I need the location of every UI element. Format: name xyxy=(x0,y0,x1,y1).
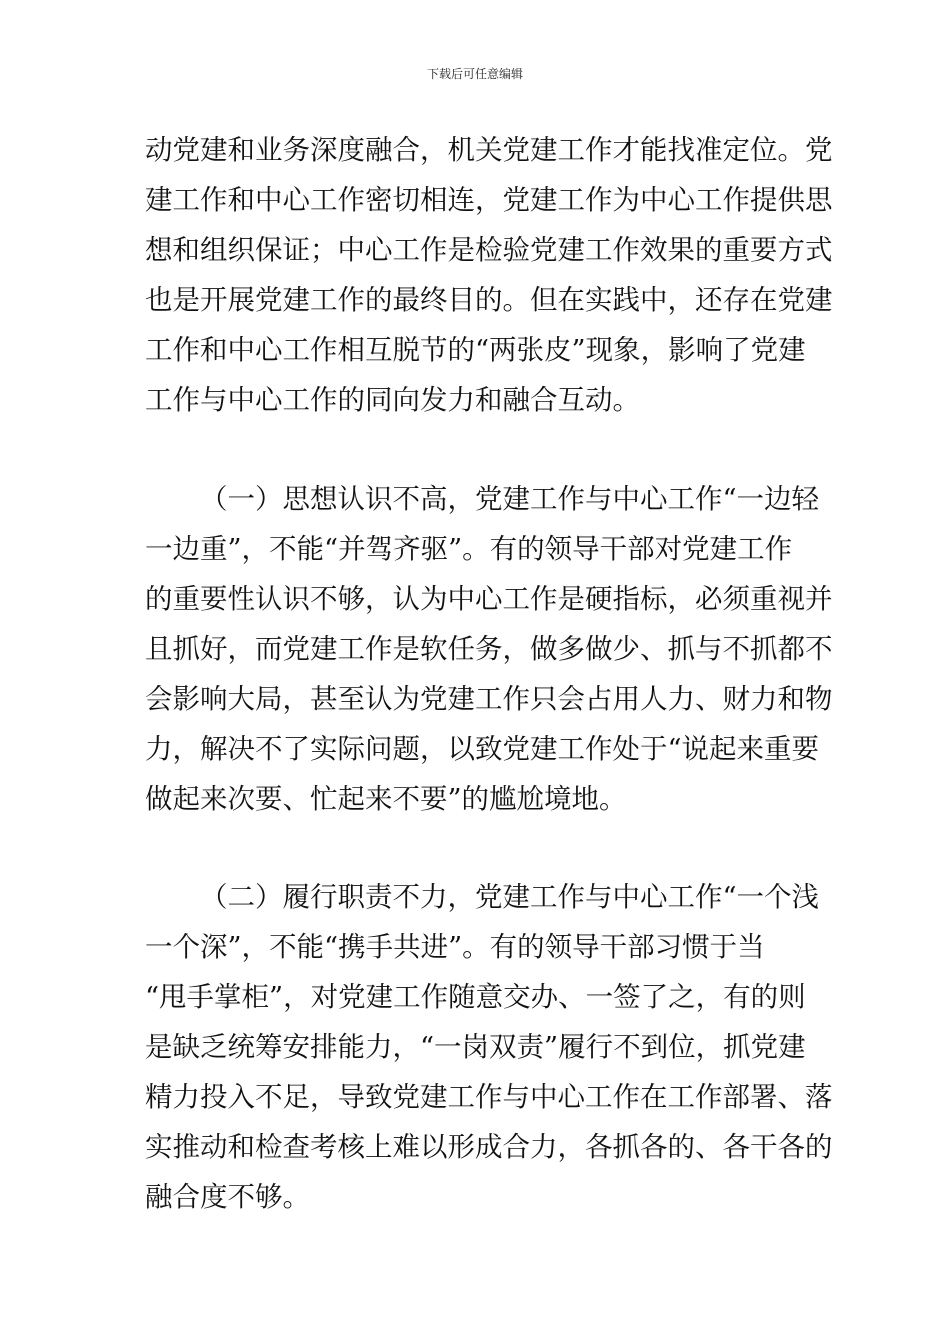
text-line: 一个深”，不能“携手共进”。有的领导干部习惯于当 xyxy=(145,931,765,963)
text-line: 想和组织保证；中心工作是检验党建工作效果的重要方式 xyxy=(145,234,833,266)
text-line: 的重要性认识不够，认为中心工作是硬指标，必须重视并 xyxy=(145,583,833,615)
text-line: 做起来次要、忙起来不要”的尴尬境地。 xyxy=(145,783,627,815)
page-header: 下载后可任意编辑 xyxy=(426,67,523,81)
text-line: “甩手掌柜”，对党建工作随意交办、一签了之，有的则 xyxy=(145,981,806,1013)
text-line: 是缺乏统筹安排能力，“一岗双责”履行不到位，抓党建 xyxy=(145,1031,806,1063)
text-line: （二）履行职责不力，党建工作与中心工作“一个浅 xyxy=(200,881,820,913)
text-line: 会影响大局，甚至认为党建工作只会占用人力、财力和物 xyxy=(145,683,833,715)
text-line: 也是开展党建工作的最终目的。但在实践中，还存在党建 xyxy=(145,284,833,316)
text-line: 精力投入不足，导致党建工作与中心工作在工作部署、落 xyxy=(145,1081,833,1113)
text-line: 力，解决不了实际问题，以致党建工作处于“说起来重要 xyxy=(145,733,820,765)
text-line: （一）思想认识不高，党建工作与中心工作“一边轻 xyxy=(200,483,820,515)
text-line: 工作和中心工作相互脱节的“两张皮”现象，影响了党建 xyxy=(145,334,806,366)
text-line: 实推动和检查考核上难以形成合力，各抓各的、各干各的 xyxy=(145,1131,833,1163)
text-line: 一边重”，不能“并驾齐驱”。有的领导干部对党建工作 xyxy=(145,533,793,565)
text-line: 工作与中心工作的同向发力和融合互动。 xyxy=(145,384,640,416)
text-line: 动党建和业务深度融合，机关党建工作才能找准定位。党 xyxy=(145,134,833,166)
text-line: 融合度不够。 xyxy=(145,1181,310,1213)
text-line: 且抓好，而党建工作是软任务，做多做少、抓与不抓都不 xyxy=(145,633,833,665)
text-line: 建工作和中心工作密切相连，党建工作为中心工作提供思 xyxy=(145,184,833,216)
